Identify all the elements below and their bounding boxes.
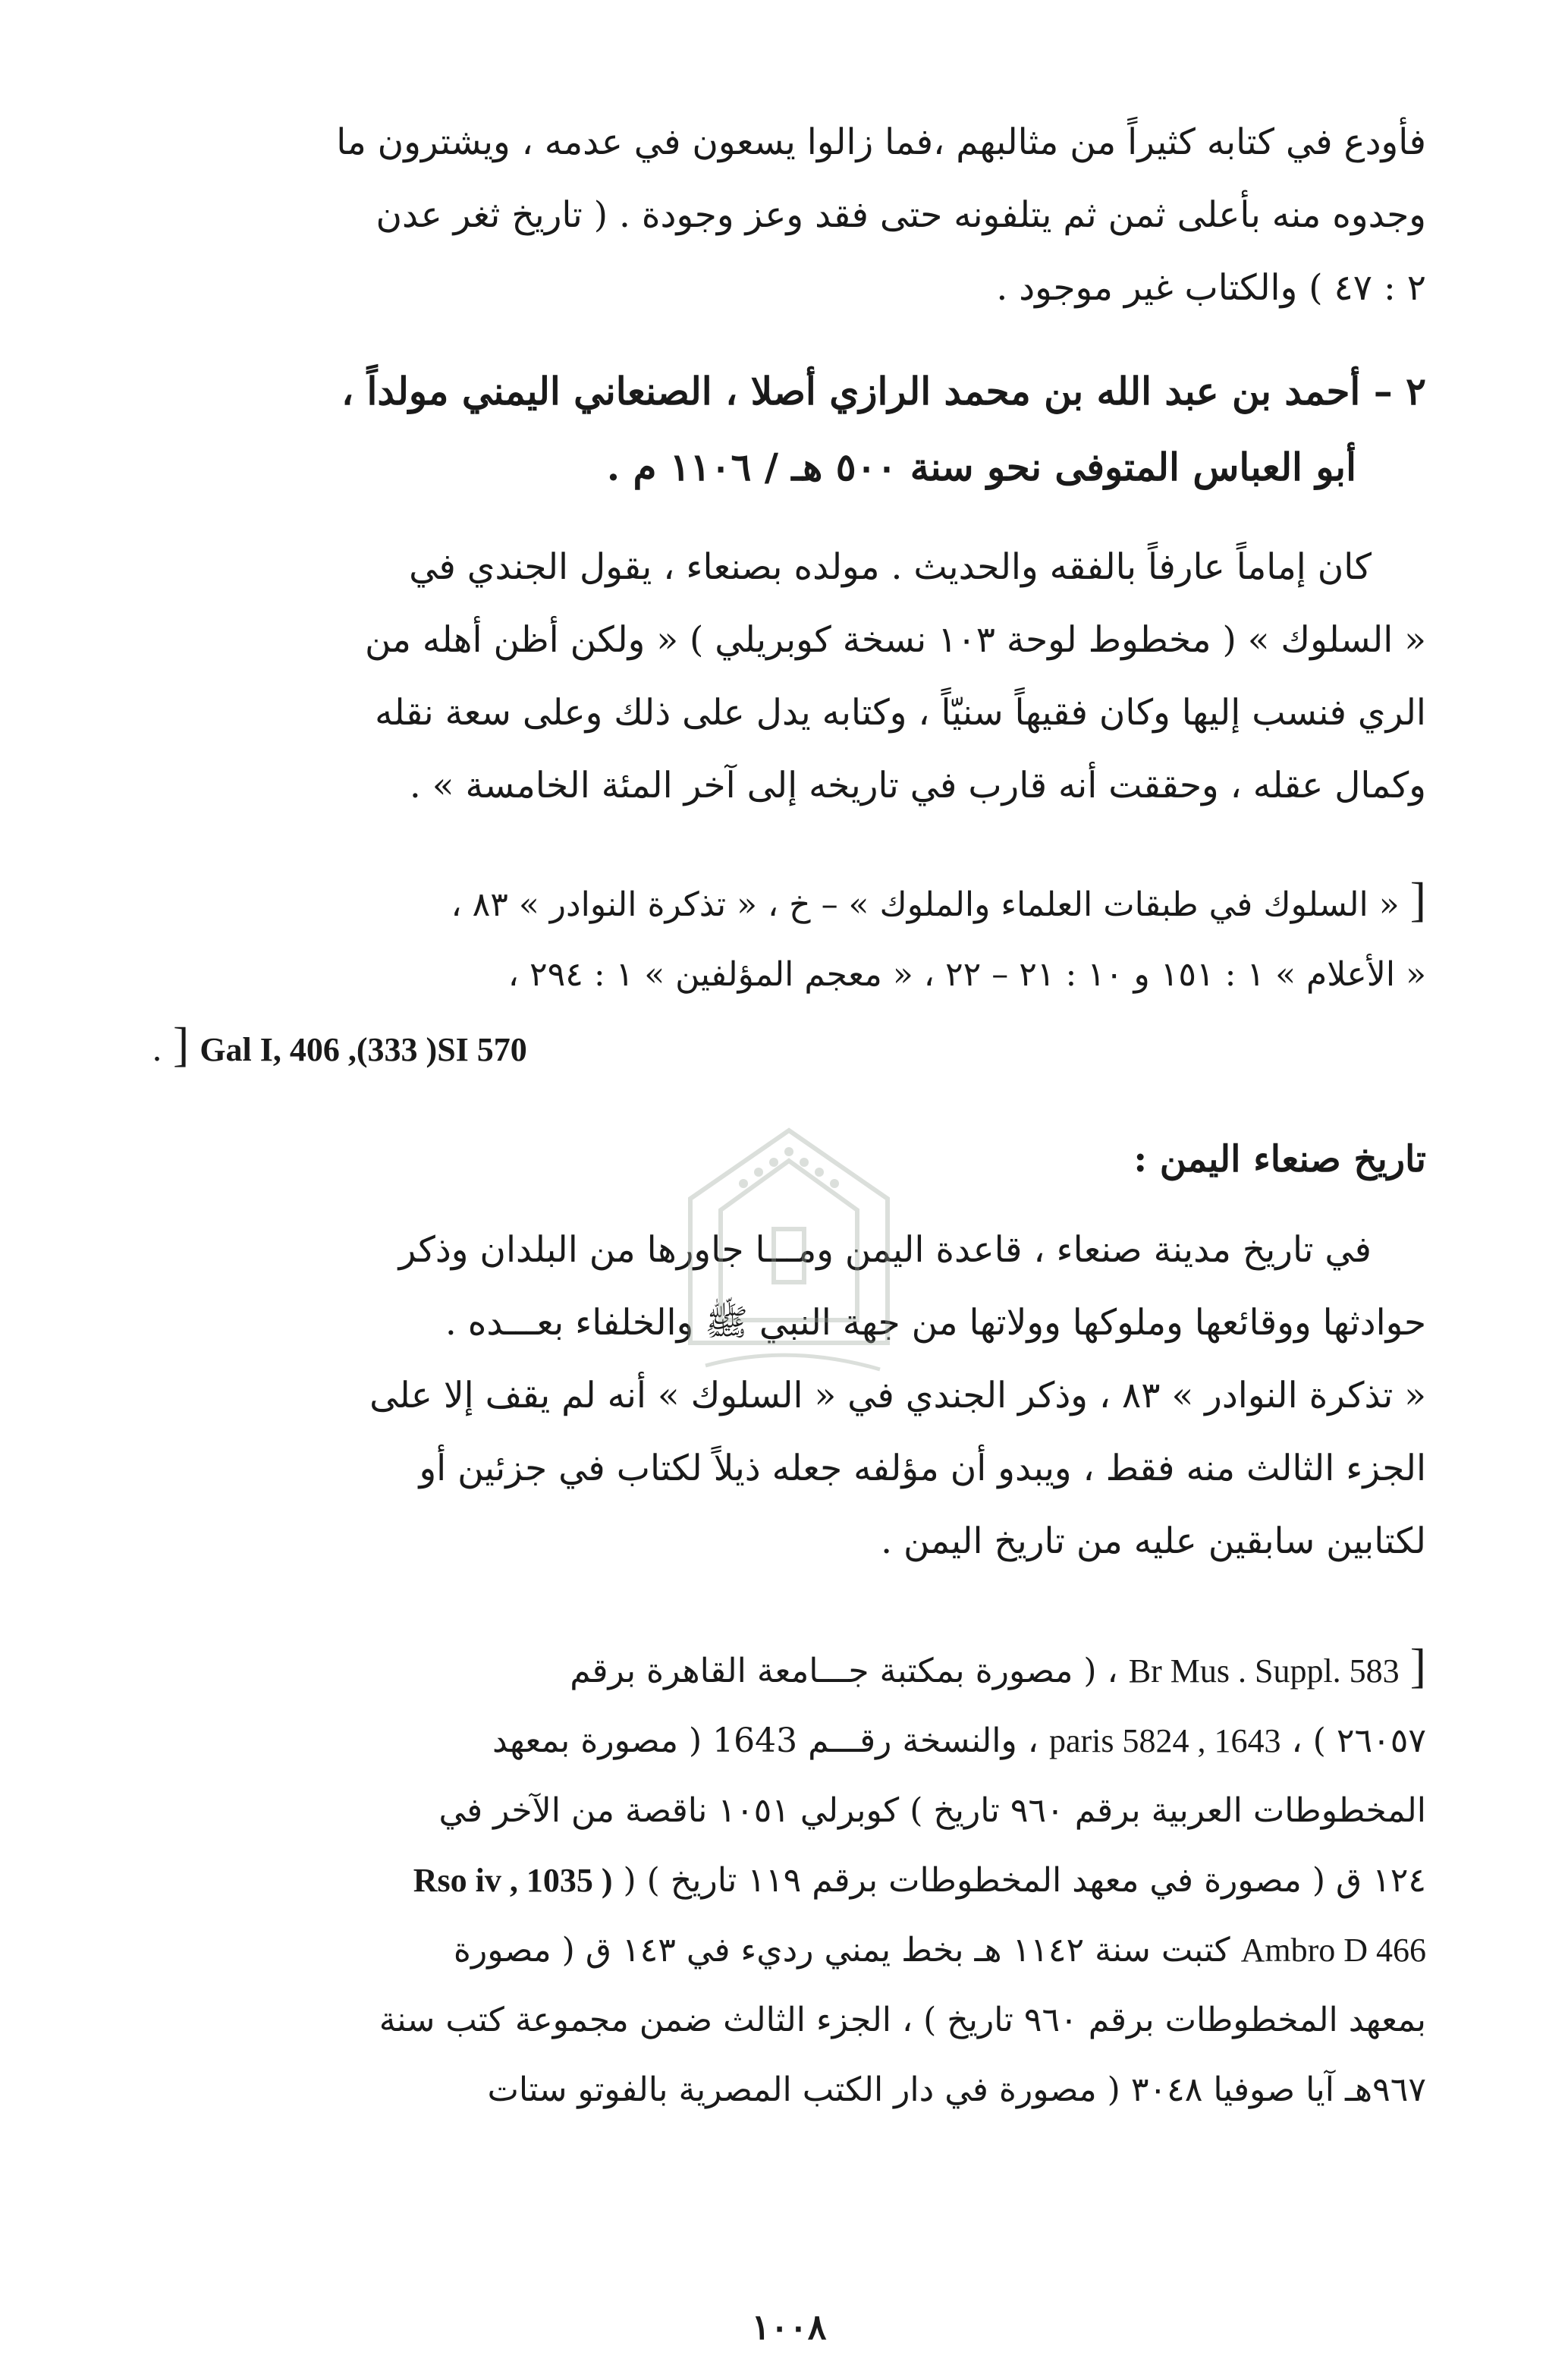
manuscript-text: ٢٦٠٥٧ ) ،: [1291, 1721, 1426, 1760]
text-line: الري فنسب إليها وكان فقيهاً سنيّاً ، وكتابه يدل على ذلك وعلى سعة نقله: [375, 692, 1426, 734]
entry-heading: [152, 354, 1426, 505]
source-text: « السلوك في طبقات العلماء والملوك » – خ ، « تذكرة النوادر » ٨٣ ،: [451, 885, 1400, 924]
latin-reference: Br Mus . Suppl. 583: [1128, 1652, 1400, 1690]
section-paragraph: [152, 1214, 1426, 1578]
text-line: كان إماماً عارفاً بالفقه والحديث . مولده بصنعاء ، يقول الجندي في: [409, 546, 1372, 588]
text-line: فأودع في كتابه كثيراً من مثالبهم ،فما زالوا يسعون في عدمه ، ويشترون ما: [336, 121, 1426, 163]
text-line: « السلوك » ( مخطوط لوحة ١٠٣ نسخة كوبريلي ) « ولكن أظن أهله من: [365, 619, 1426, 661]
close-bracket: ]: [173, 1017, 190, 1071]
paragraph-intro: [152, 106, 1426, 325]
latin-reference: paris 5824 , 1643: [1048, 1722, 1281, 1759]
text-line: في تاريخ مدينة صنعاء ، قاعدة اليمن ومـــا جاورها من البلدان وذكر: [398, 1229, 1372, 1271]
manuscript-text: ١٢٤ ق ( مصورة في معهد المخطوطات برقم ١١٩ تاريخ ) (: [623, 1861, 1426, 1900]
manuscript-text: ٩٦٧هـ آيا صوفيا ٣٠٤٨ ( مصورة في دار الكتب المصرية بالفوتو ستات: [487, 2070, 1426, 2109]
text-line: وجدوه منه بأعلى ثمن ثم يتلفونه حتى فقد وعز وجودة . ( تاريخ ثغر عدن: [376, 194, 1426, 236]
latin-reference: Ambro D 466: [1240, 1932, 1426, 1969]
manuscript-text: كتبت سنة ١١٤٢ هـ بخط يمني رديء في ١٤٣ ق ( مصورة: [453, 1931, 1230, 1970]
text-line: الجزء الثالث منه فقط ، ويبدو أن مؤلفه جعله ذيلاً لكتاب في جزئين أو: [419, 1448, 1426, 1489]
open-bracket: [: [1409, 872, 1426, 926]
section-title: تاريخ صنعاء اليمن :: [1133, 1138, 1426, 1180]
latin-reference: Gal I, 406 ,(333 )SI 570: [200, 1031, 527, 1068]
heading-line: ٢ – أحمد بن عبد الله بن محمد الرازي أصلا ، الصنعاني اليمني مولداً ،: [341, 369, 1426, 413]
open-bracket: [: [1409, 1639, 1426, 1693]
source-text: « الأعلام » ١ : ١٥١ و ١٠ : ٢١ – ٢٢ ، « معجم المؤلفين » ١ : ٢٩٤ ،: [507, 955, 1426, 994]
manuscript-text: بمعهد المخطوطات برقم ٩٦٠ تاريخ ) ، الجزء الثالث ضمن مجموعة كتب سنة: [379, 2001, 1426, 2039]
sources-block: [152, 865, 1426, 1085]
text-line: لكتابين سابقين عليه من تاريخ اليمن .: [881, 1520, 1426, 1562]
heading-line: أبو العباس المتوفى نحو سنة ٥٠٠ هـ / ١١٠٦ م .: [606, 445, 1356, 489]
manuscript-text: ، والنسخة رقـــم 1643 ( مصورة بمعهد: [492, 1721, 1039, 1760]
text-line: ٢ : ٤٧ ) والكتاب غير موجود .: [996, 267, 1426, 309]
text-line: « تذكرة النوادر » ٨٣ ، وذكر الجندي في « السلوك » أنه لم يقف إلا على: [369, 1375, 1426, 1416]
page-number: ١٠٠٨: [751, 2306, 827, 2347]
text-line: حوادثها ووقائعها وملوكها وولاتها من جهة النبي ﷺ والخلفاء بعـــده .: [445, 1302, 1426, 1344]
biography-paragraph: [152, 531, 1426, 822]
manuscript-text: المخطوطات العربية برقم ٩٦٠ تاريخ ) كوبرلي ١٠٥١ ناقصة من الآخر في: [438, 1791, 1426, 1830]
manuscript-text: ، ( مصورة بمكتبة جـــامعة القاهرة برقم: [570, 1652, 1118, 1690]
latin-reference: Rso iv , 1035 ): [413, 1862, 613, 1899]
period: .: [152, 1030, 162, 1069]
manuscripts-block: [152, 1631, 1426, 2125]
text-line: وكمال عقله ، وحققت أنه قارب في تاريخه إلى آخر المئة الخامسة » .: [409, 765, 1426, 806]
